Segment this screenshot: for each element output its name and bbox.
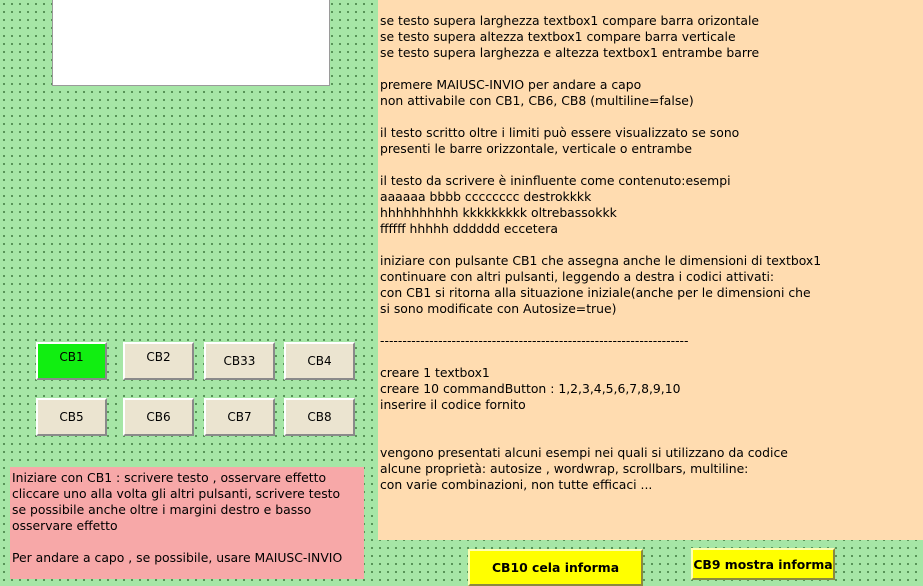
info-line: se testo supera altezza textbox1 compare barra verticale — [380, 29, 736, 44]
instruction-line: cliccare uno alla volta gli altri pulsanti, scrivere testo — [12, 486, 341, 501]
info-line: iniziare con pulsante CB1 che assegna anche le dimensioni di textbox1 — [380, 253, 822, 268]
info-line: creare 10 commandButton : 1,2,3,4,5,6,7,8,9,10 — [380, 381, 681, 396]
cb10-hide-info-button[interactable]: CB10 cela informa — [468, 549, 643, 586]
info-line: ffffff hhhhh dddddd eccetera — [380, 221, 558, 236]
cb4-button[interactable]: CB4 — [284, 342, 355, 380]
info-line: con varie combinazioni, non tutte efficaci ... — [380, 477, 653, 492]
info-line: premere MAIUSC-INVIO per andare a capo — [380, 77, 642, 92]
info-line: il testo da scrivere è ininfluente come contenuto:esempi — [380, 173, 731, 188]
info-line: con CB1 si ritorna alla situazione iniziale(anche per le dimensioni che — [380, 285, 811, 300]
info-line: continuare con altri pulsanti, leggendo a destra i codici attivati: — [380, 269, 775, 284]
textbox1[interactable] — [52, 0, 330, 86]
info-line: presenti le barre orizzontale, verticale o entrambe — [380, 141, 693, 156]
info-panel — [378, 0, 923, 540]
cb8-button[interactable]: CB8 — [284, 398, 355, 436]
instruction-line: se possibile anche oltre i margini destro e basso — [12, 502, 312, 517]
cb33-button[interactable]: CB33 — [204, 342, 275, 380]
instructions-panel — [10, 467, 364, 579]
instruction-line: Iniziare con CB1 : scrivere testo , osservare effetto — [12, 470, 327, 485]
info-line: se testo supera larghezza textbox1 compare barra orizontale — [380, 13, 760, 28]
cb9-show-info-button[interactable]: CB9 mostra informa — [691, 548, 835, 580]
cb6-button[interactable]: CB6 — [123, 398, 194, 436]
info-line: vengono presentati alcuni esempi nei quali si utilizzano da codice — [380, 445, 788, 460]
info-line: non attivabile con CB1, CB6, CB8 (multiline=false) — [380, 93, 694, 108]
cb1-button[interactable]: CB1 — [36, 342, 107, 380]
cb2-button[interactable]: CB2 — [123, 342, 194, 380]
info-line: inserire il codice fornito — [380, 397, 526, 412]
info-line: alcune proprietà: autosize , wordwrap, scrollbars, multiline: — [380, 461, 749, 476]
instruction-line: osservare effetto — [12, 518, 118, 533]
cb5-button[interactable]: CB5 — [36, 398, 107, 436]
info-line: si sono modificate con Autosize=true) — [380, 301, 617, 316]
separator-line: --------------------------------------------------------------------- — [380, 333, 689, 348]
cb7-button[interactable]: CB7 — [204, 398, 275, 436]
info-line: hhhhhhhhhh kkkkkkkkk oltrebassokkk — [380, 205, 617, 220]
info-line: se testo supera larghezza e altezza textbox1 entrambe barre — [380, 45, 760, 60]
info-line: aaaaaa bbbb cccccccc destrokkkk — [380, 189, 592, 204]
instruction-line: Per andare a capo , se possibile, usare MAIUSC-INVIO — [12, 550, 343, 565]
info-line: creare 1 textbox1 — [380, 365, 490, 380]
info-line: il testo scritto oltre i limiti può essere visualizzato se sono — [380, 125, 740, 140]
